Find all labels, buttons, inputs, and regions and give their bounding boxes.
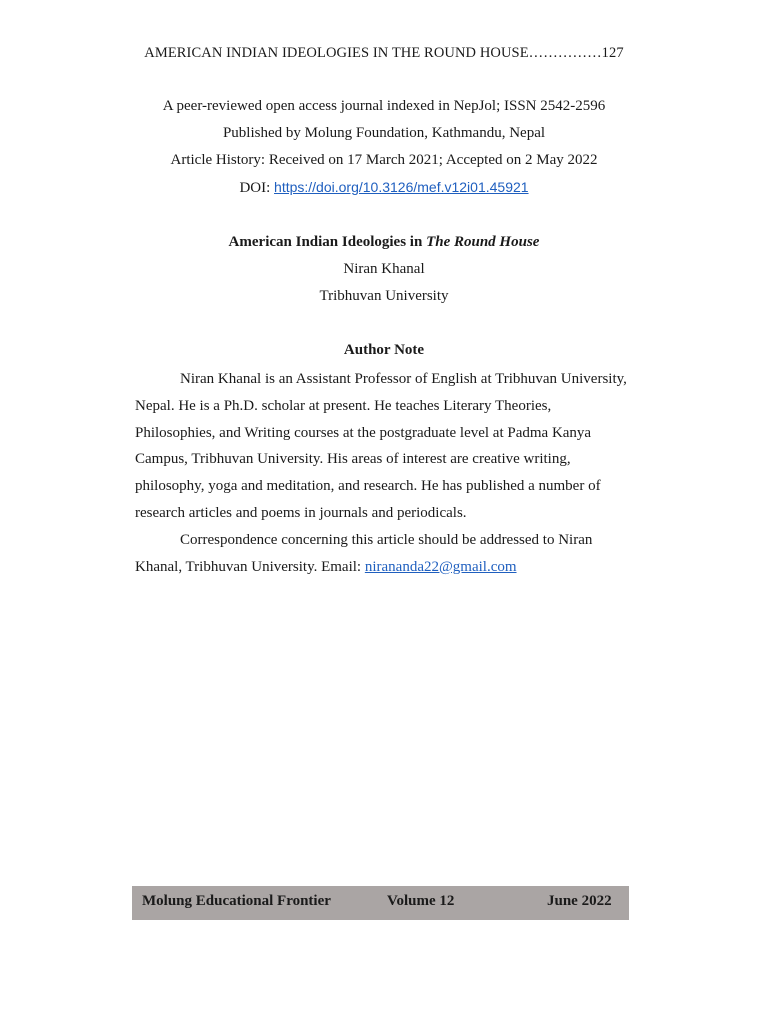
author-name: Niran Khanal xyxy=(343,261,425,277)
running-head: AMERICAN INDIAN IDEOLOGIES IN THE ROUND HOUSE……………127 xyxy=(144,45,624,61)
doi-link[interactable]: https://doi.org/10.3126/mef.v12i01.45921 xyxy=(274,179,529,195)
article-history-line: Article History: Received on 17 March 2021; Accepted on 2 May 2022 xyxy=(170,152,598,168)
doi-label: DOI: xyxy=(239,180,275,196)
correspondence-text: Correspondence concerning this article should be addressed to Niran Khanal, Tribhuvan University. Email: xyxy=(135,531,593,575)
journal-indexing-line: A peer-reviewed open access journal indexed in NepJol; ISSN 2542-2596 xyxy=(162,98,606,114)
email-link[interactable]: nirananda22@gmail.com xyxy=(364,558,517,575)
author-affiliation: Tribhuvan University xyxy=(319,288,449,304)
author-note-paragraph: Niran Khanal is an Assistant Professor of English at Tribhuvan University, Nepal. He is a Ph.D. scholar at present. He teaches Literary Theories, Philosophies, and Writing courses at the postgraduate level at Padma Kanya Campus, Tribhuvan University. His areas of interest are creative writing, philosophy, yoga and meditation, and research. He has published a number of research articles and poems in journals and periodicals. xyxy=(135,371,627,521)
article-title xyxy=(0,232,768,252)
correspondence-paragraph xyxy=(135,527,635,581)
author-note-heading: Author Note xyxy=(343,342,425,358)
footer-date: June 2022 xyxy=(547,893,612,909)
article-title-italic: The Round House xyxy=(426,234,540,250)
doi-line xyxy=(0,177,768,198)
publisher-line: Published by Molung Foundation, Kathmandu, Nepal xyxy=(222,125,546,141)
footer-bar xyxy=(132,886,629,920)
footer-journal-name: Molung Educational Frontier xyxy=(142,893,331,909)
author-note-body xyxy=(135,366,635,580)
footer-volume: Volume 12 xyxy=(387,893,455,909)
article-title-prefix: American Indian Ideologies in xyxy=(228,234,427,250)
